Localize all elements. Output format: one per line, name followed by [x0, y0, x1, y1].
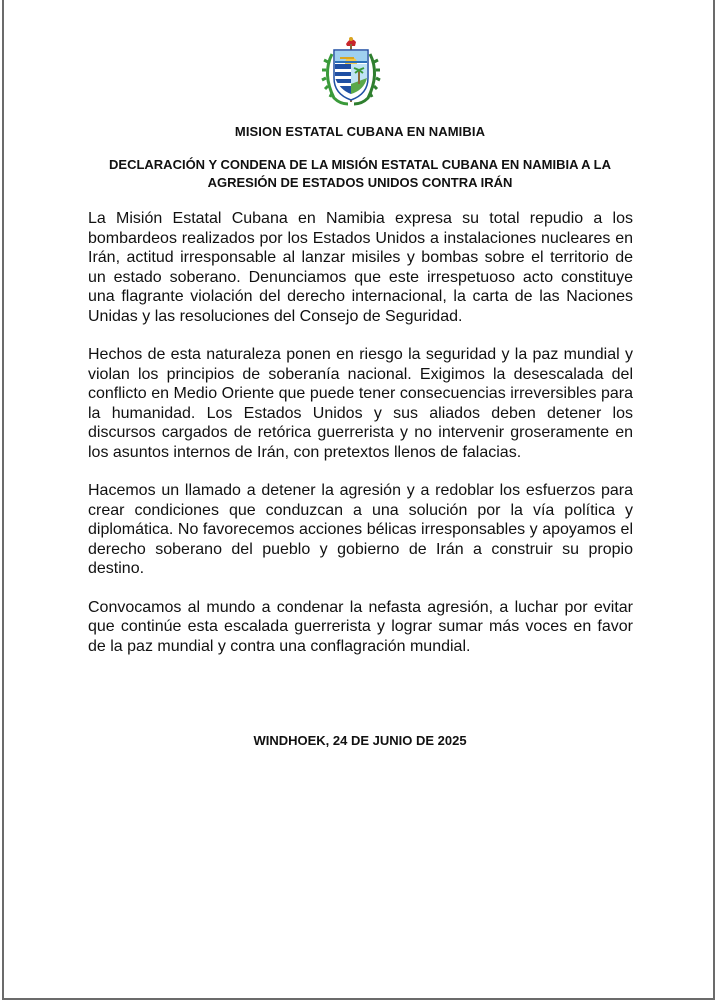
paragraph-3: Hacemos un llamado a detener la agresión y a redoblar los esfuerzos para crear condiciones que conduzcan a una solución por la vía política y diplomática. No favorecemos acciones bélicas irresponsables y apoyamos el derecho soberano del pueblo y gobierno de Irán a construir su propio destino. — [88, 482, 633, 577]
paragraph-2: Hechos de esta naturaleza ponen en riesgo la seguridad y la paz mundial y violan los principios de soberanía nacional. Exigimos la desescalada del conflicto en Medio Oriente que puede tener consecuencias irreversibles para la humanidad. Los Estados Unidos y sus aliados deben detener los discursos cargados de retórica guerrerista y no intervenir groseramente en los asuntos internos de Irán, con pretextos llenos de falacias. — [88, 346, 633, 461]
place-and-date: WINDHOEK, 24 DE JUNIO DE 2025 — [253, 733, 467, 748]
declaration-body — [88, 209, 633, 675]
paragraph-4: Convocamos al mundo a condenar la nefasta agresión, a luchar por evitar que continúe esta escalada guerrerista y lograr sumar más voces en favor de la paz mundial y contra una conflagración mundial. — [88, 598, 633, 655]
declaration-title: DECLARACIÓN Y CONDENA DE LA MISIÓN ESTATAL CUBANA EN NAMIBIA A LA AGRESIÓN DE ESTADOS UNIDOS CONTRA IRÁN — [109, 157, 611, 190]
paragraph-1: La Misión Estatal Cubana en Namibia expresa su total repudio a los bombardeos realizados por los Estados Unidos a instalaciones nucleares en Irán, actitud irresponsable al lanzar misiles y bombas sobre el territorio de un estado soberano. Denunciamos que este irrespetuoso acto constituye una flagrante violación del derecho internacional, la carta de las Naciones Unidas y las resoluciones del Consejo de Seguridad. — [88, 210, 633, 325]
cuban-coat-of-arms-icon — [318, 34, 384, 108]
mission-title: MISION ESTATAL CUBANA EN NAMIBIA — [234, 124, 486, 139]
